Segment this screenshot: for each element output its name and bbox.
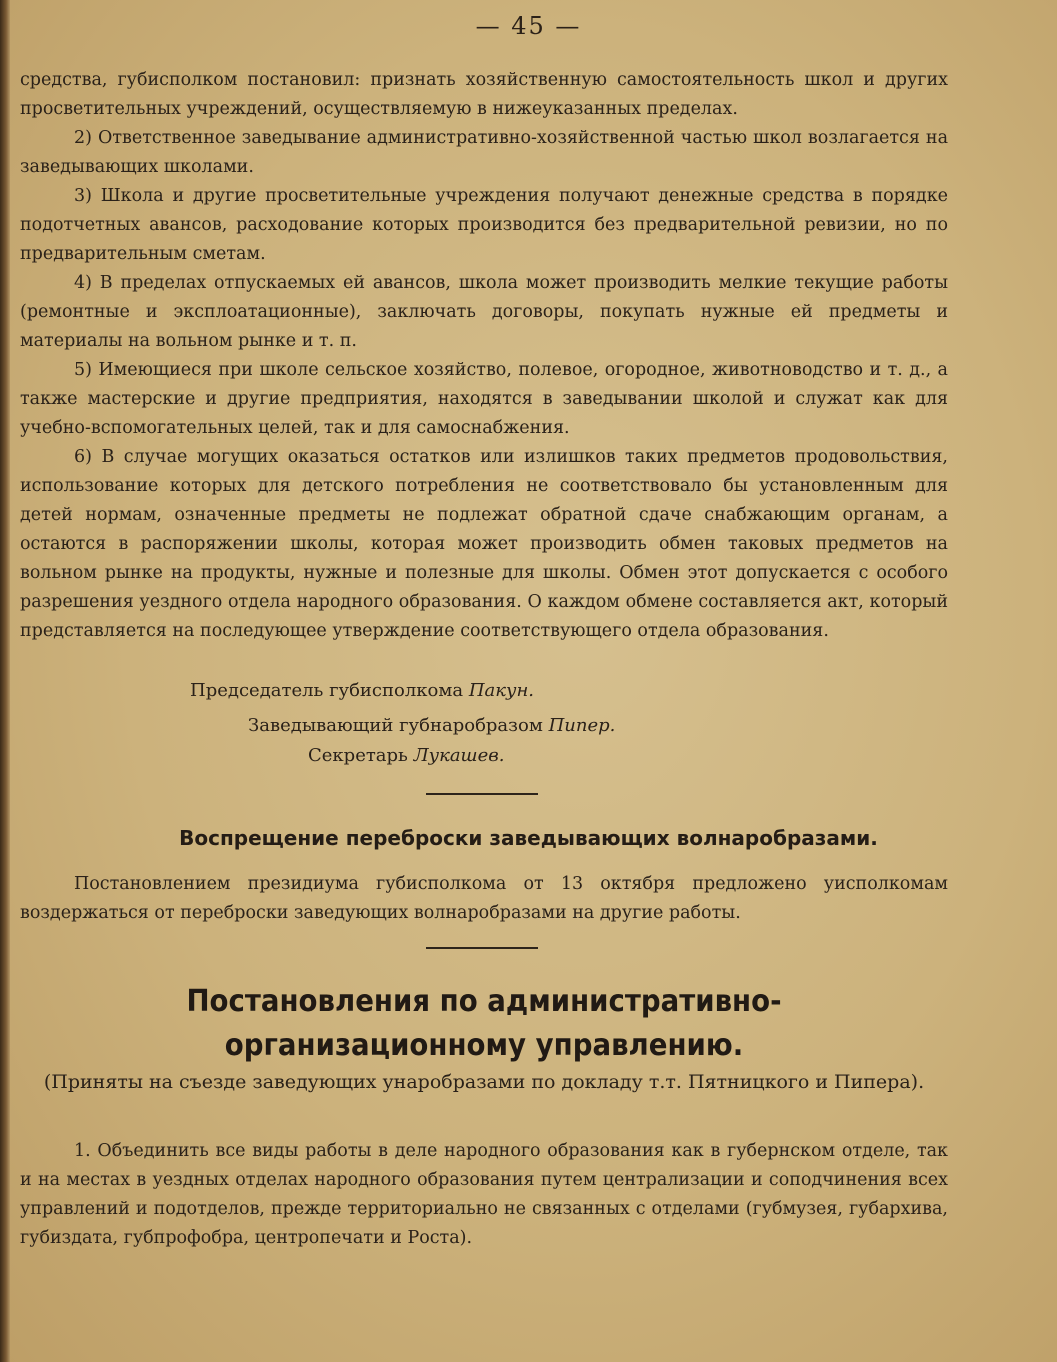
section1-body: [20, 66, 948, 646]
book-spine-shadow: [0, 0, 10, 1362]
paragraph: 5) Имеющиеся при школе сельское хозяйство, полевое, огородное, животноводство и т. д., а также мастерские и другие предприятия, находятся в заведывании школой и служат как для учебно-вспомогательных целей, так и для самоснабжения.: [20, 360, 948, 438]
signature-title: Заведывающий губнаробразом: [248, 715, 543, 736]
section2-body: [20, 870, 948, 928]
section3-heading: Постановления по административно-организационному управлению.: [186, 984, 782, 1063]
page-number: — 45 —: [475, 12, 582, 40]
signature-name: Пакун.: [468, 680, 535, 701]
paragraph: 1. Объединить все виды работы в деле народного образования как в губернском отделе, так и на местах в уездных отделах народного образования путем централизации и соподчинения всех управлений и подотделов, прежде территориально не связанных с отделами (губмузея, губархива, губиздата, губпрофобра, центропечати и Роста).: [20, 1141, 948, 1248]
signature-head: [248, 715, 615, 736]
section3-subheading: (Приняты на съезде заведующих унаробразами по докладу т.т. Пятницкого и Пипера).: [43, 1071, 925, 1093]
section3-body: [20, 1137, 948, 1253]
paragraph: Постановлением президиума губисполкома от 13 октября предложено уисполкомам воздержаться от переброски заведующих волнаробразами на другие работы.: [20, 874, 948, 923]
section-divider: [426, 947, 538, 949]
paragraph: 4) В пределах отпускаемых ей авансов, школа может производить мелкие текущие работы (ремонтные и эксплоатационные), заключать договоры, покупать нужные ей предметы и материалы на вольном рынке и т. п.: [20, 273, 948, 351]
signature-name: Лукашев.: [413, 745, 505, 766]
signature-name: Пипер.: [548, 715, 616, 736]
signature-chairman: [190, 680, 534, 701]
section2-heading: Воспрещение переброски заведывающих волнаробразами.: [179, 826, 878, 850]
paragraph: 6) В случае могущих оказаться остатков или излишков таких предметов продовольствия, использование которых для детского потребления не соответствовало бы установленным для детей нормам, означенные предметы не подлежат обратной сдаче снабжающим органам, а остаются в распоряжении школы, которая может производить обмен таковых предметов на вольном рынке на продукты, нужные и полезные для школы. Обмен этот допускается с особого разрешения уездного отдела народного образования. О каждом обмене составляется акт, который представляется на последующее утверждение соответствующего отдела образования.: [20, 447, 948, 641]
paragraph: 2) Ответственное заведывание административно-хозяйственной частью школ возлагается на заведывающих школами.: [20, 128, 948, 177]
signature-secretary: [308, 745, 504, 766]
signature-title: Председатель губисполкома: [190, 680, 464, 701]
section-divider: [426, 793, 538, 795]
signature-title: Секретарь: [308, 745, 408, 766]
paragraph: средства, губисполком постановил: признать хозяйственную самостоятельность школ и других просветительных учреждений, осуществляемую в нижеуказанных пределах.: [20, 70, 948, 119]
paragraph: 3) Школа и другие просветительные учреждения получают денежные средства в порядке подотчетных авансов, расходование которых производится без предварительной ревизии, но по предварительным сметам.: [20, 186, 948, 264]
